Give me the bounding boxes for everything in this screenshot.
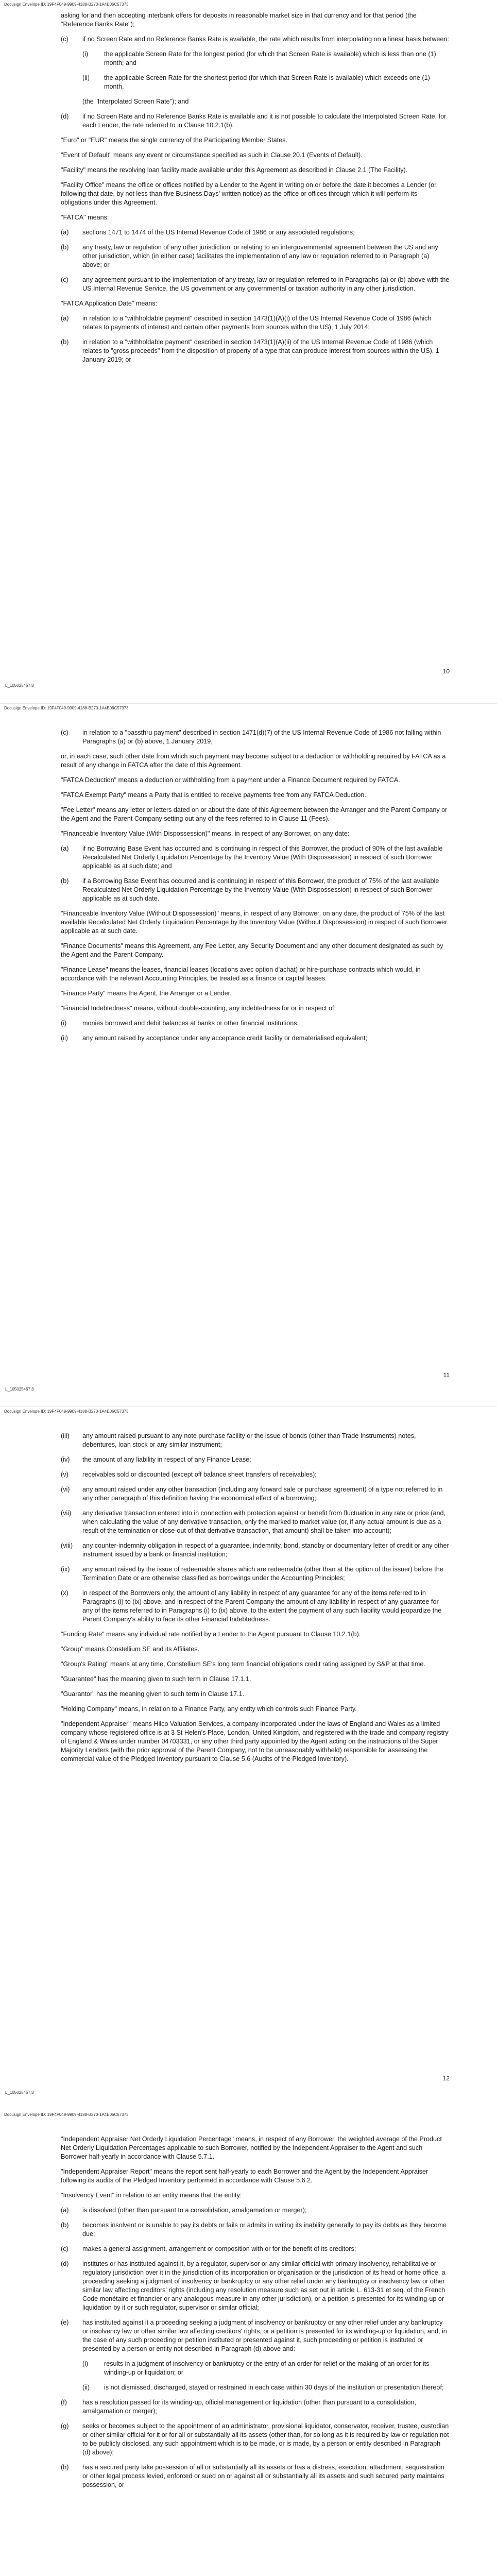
- list-item: [61, 844, 450, 871]
- list-item-number: (a): [61, 845, 69, 852]
- list-item-text: becomes insolvent or is unable to pay its debts or fails or admits in writing its inability generally to pay its debts as they become due;: [82, 2222, 447, 2238]
- list-item: [61, 2422, 450, 2457]
- list-item-text: any agreement pursuant to the implementation of any treaty, law or regulation referred to in Paragraphs (a) or (b) above with the US Internal Revenue Service, the US government or any governmental or taxation authority in any other jurisdiction.: [82, 276, 450, 292]
- list-item-text: the applicable Screen Rate for the longest period (for which that Screen Rate is available) which is less than one (1) month; and: [104, 50, 436, 66]
- page-number: 12: [442, 2075, 450, 2082]
- definition-paragraph: "Holding Company" means, in relation to a Finance Party, any entity which controls such Finance Party.: [61, 1705, 357, 1713]
- page-number: 10: [442, 668, 450, 675]
- definition-paragraph: "Financeable Inventory Value (With Dispossession)" means, in respect of any Borrower, on any date:: [61, 830, 350, 837]
- document-reference: L_105025467.8: [5, 2090, 34, 2095]
- list-item: [61, 276, 450, 293]
- document-reference: L_105025467.8: [5, 683, 34, 688]
- list-item-number: (c): [61, 729, 68, 736]
- definition-paragraph: "Independent Appraiser" means Hilco Valuation Services, a company incorporated under the laws of England and Wales as a limited company whose registered office is at 3 St Helen's Place, London, United Kingdom, and registered with the trade and company registry of England & Wales under number 04703331, or any other third party appointed by the Agent acting on the instructions of the Super Majority Lenders (with the prior approval of the Parent Company, not to be unreasonably withheld) responsible for assessing the commercial value of the Pledged Inventory pursuant to Clause 5.6 (Audits of the Pledged Inventory).: [61, 1720, 449, 1762]
- list-item-text: if no Borrowing Base Event has occurred and is continuing in respect of this Borrower, the product of 90% of the last available Recalculated Net Orderly Liquidation Percentage by the Inventory Value (With Dispossession) in respect of such Borrower applicable as at such date; and: [82, 845, 443, 870]
- page-content: [61, 1432, 450, 1770]
- definition-paragraph: "Insolvency Event" in relation to an entity means that the entity:: [61, 2192, 242, 2199]
- list-item-text: monies borrowed and debit balances at banks or other financial institutions;: [82, 1020, 299, 1027]
- list-item: [61, 243, 450, 269]
- definition-paragraph: "Facility" means the revolving loan facility made available under this Agreement as described in Clause 2.1 (The Facility).: [61, 166, 408, 174]
- list-item-number: (ii): [82, 2384, 90, 2391]
- definition-paragraph: "Guarantor" has the meaning given to such term in Clause 17.1.: [61, 1690, 245, 1698]
- definition-paragraph: "Finance Lease" means the leases, financial leases (locations avec option d'achat) or hire-purchase contracts which would, in accordance with the relevant Accounting Principles, be treated as a finance or capital leases.: [61, 966, 421, 982]
- list-item-number: (b): [61, 244, 69, 251]
- definition-paragraph: "Finance Party" means the Agent, the Arranger or a Lender.: [61, 990, 232, 997]
- definition-paragraph: "Euro" or "EUR" means the single currency of the Participating Member States.: [61, 137, 287, 144]
- list-item-number: (ii): [82, 74, 90, 81]
- list-item: [61, 338, 450, 364]
- sub-list-item: [61, 2383, 450, 2392]
- list-item-text: in respect of the Borrowers only, the amount of any liability in respect of any guarantee for any of the items referred to in Paragraphs (i) to (ix) above, and in respect of the Parent Company the amount of any liability in respect of any guarantee for any of the items referred to in Paragraphs (i) to (ix) above, to the extent the payment of any such liability would jeopardize the Parent Company's ability to face its other Financial Indebtedness.: [82, 1589, 442, 1623]
- list-item-number: (i): [82, 2360, 89, 2367]
- envelope-id: Docusign Envelope ID: 19F4F049-9909-4188-B270-1A4E06C57373: [4, 706, 129, 710]
- definition-paragraph: "Independent Appraiser Report" means the report sent half-yearly to each Borrower and the Agent by the Independent Appraiser following its audits of the Pledged Inventory performed in accordance with Clause 5.6.2.: [61, 2168, 429, 2184]
- list-item-number: (g): [61, 2422, 69, 2430]
- definition-paragraph: or, in each case, such other date from which such payment may become subject to a deduction or withholding required by FATCA as a result of any change in FATCA after the date of this Agreement.: [61, 753, 446, 769]
- envelope-id: Docusign Envelope ID: 19F4F049-9909-4188-B270-1A4E06C57373: [4, 1409, 129, 1414]
- list-item-number: (x): [61, 1589, 68, 1597]
- list-item-text: if a Borrowing Base Event has occurred and is continuing in respect of this Borrower, the product of 75% of the last available Recalculated Net Orderly Liquidation Percentage by the Inventory Value (With Dispossession) in respect of such Borrower applicable as at such date.: [82, 877, 439, 902]
- definition-paragraph: "Event of Default" means any event or circumstance specified as such in Clause 20.1 (Events of Default).: [61, 151, 363, 159]
- list-item-text: in relation to a "withholdable payment" described in section 1473(1)(A)(ii) of the US Internal Revenue Code of 1986 (which relates to "gross proceeds" from the disposition of property of a type that can produce interest from sources within the US), 1 January 2019; or: [82, 338, 439, 363]
- list-item: [61, 2221, 450, 2239]
- page-content: [61, 728, 450, 1049]
- list-item-text: any amount raised pursuant to any note purchase facility or the issue of bonds (other than Trade Instruments) notes, debentures, loan stock or any similar instrument;: [82, 1432, 416, 1448]
- list-item: [61, 2206, 450, 2215]
- list-item-number: (d): [61, 2260, 69, 2267]
- sub-list-item: [61, 74, 450, 91]
- definition-paragraph: "Group" means Constellium SE and its Affiliates.: [61, 1646, 200, 1653]
- list-item-text: any treaty, law or regulation of any other jurisdiction, or relating to an intergovernmental agreement between the US and any other jurisdiction, which (in either case) facilitates the implementation of any law or regulation referred to in Paragraph (a) above; or: [82, 244, 438, 268]
- list-item-text: makes a general assignment, arrangement or composition with or for the benefit of its creditors;: [82, 2245, 356, 2252]
- list-item-number: (iii): [61, 1432, 70, 1439]
- list-item-number: (c): [61, 276, 68, 283]
- list-item-text: institutes or has instituted against it, by a regulator, supervisor or any similar official with primary insolvency, rehabilitative or regulatory jurisdiction over it in the jurisdiction of its incorporation or organisation or the jurisdiction of its head or home office, a proceeding seeking a judgment of insolvency or bankruptcy or any other relief under any bankruptcy or insolvency law or other similar law affecting creditors' rights (including any resolution measure such as set out in article L. 613-31 et seq. of the French Code monétaire et financier or any analogous measure in any other jurisdiction), or a petition is presented for its winding-up or liquidation by it or such regulator, supervisor or similar official;: [82, 2260, 445, 2311]
- list-item-text: is dissolved (other than pursuant to a consolidation, amalgamation or merger);: [82, 2207, 307, 2214]
- definition-paragraph: "Independent Appraiser Net Orderly Liquidation Percentage" means, in respect of any Borrower, the weighted average of the Product Net Orderly Liquidation Percentages applicable to such Borrower, notified by the Independent Appraiser to the Agent and such Borrower half-yearly in accordance with Clause 5.7.1.: [61, 2136, 442, 2160]
- page-content: [61, 2135, 450, 2496]
- list-item-number: (iv): [61, 1456, 70, 1463]
- list-item: [61, 2318, 450, 2353]
- list-item-number: (f): [61, 2399, 67, 2406]
- list-item-number: (h): [61, 2464, 69, 2471]
- envelope-id: Docusign Envelope ID: 19F4F049-9909-4188-B270-1A4E06C57373: [4, 2112, 129, 2117]
- list-item-number: (c): [61, 36, 68, 43]
- definition-paragraph: "Financial Indebtedness" means, without double-counting, any indebtedness for or in respect of:: [61, 1005, 336, 1012]
- list-item: [61, 1589, 450, 1624]
- document-page-12: [0, 1407, 497, 2110]
- definition-paragraph: "FATCA Deduction" means a deduction or withholding from a payment under a Finance Document required by FATCA.: [61, 776, 400, 784]
- list-item-number: (i): [82, 50, 89, 58]
- list-item-text: sections 1471 to 1474 of the US Internal Revenue Code of 1986 or any associated regulations;: [82, 229, 355, 236]
- list-item: [61, 877, 450, 903]
- list-item: [61, 2245, 450, 2253]
- list-item-text: has a secured party take possession of all or substantially all its assets or has a distress, execution, attachment, sequestration or other legal process levied, enforced or sued on or against all or substantially all its assets and such secured party maintains possession, or: [82, 2464, 444, 2488]
- list-item: [61, 1455, 450, 1464]
- list-item-text: any counter-indemnity obligation in respect of a guarantee, indemnity, bond, standby or documentary letter of credit or any other instrument issued by a bank or financial institution;: [82, 1542, 449, 1558]
- list-item: [61, 35, 450, 44]
- page-number: 11: [443, 1371, 450, 1379]
- list-item-text: has instituted against it a proceeding seeking a judgment of insolvency or bankruptcy or any other relief under any bankruptcy or insolvency law or other similar law affecting creditors' rights, or a petition is presented for its winding-up or liquidation, and, in the case of any such proceeding or petition instituted or presented against it, such proceeding or petition is instituted or presented by a person or entity not described in Paragraph (d) above and:: [82, 2319, 447, 2352]
- list-item: [61, 112, 450, 130]
- list-item: [61, 1019, 450, 1028]
- definition-paragraph: "Facility Office" means the office or offices notified by a Lender to the Agent in writing on or before the date it becomes a Lender (or, following that date, by not less than five Business Days' written notice) as the office or offices through which it will perform its obligations under this Agreement.: [61, 181, 438, 206]
- document-page-11: [0, 704, 497, 1406]
- list-item-number: (i): [61, 1020, 67, 1027]
- list-item-text: in relation to a "withholdable payment" described in section 1473(1)(A)(i) of the US Internal Revenue Code of 1986 (which relates to payments of interest and certain other payments from sources within the US), 1 July 2014;: [82, 315, 432, 331]
- list-item: [61, 1509, 450, 1535]
- list-item: [61, 1034, 450, 1043]
- list-item-text: any derivative transaction entered into in connection with protection against or benefit from fluctuation in any rate or price (and, when calculating the value of any derivative transaction, only the marked to market value (or, if any actual amount is due as a result of the termination or close-out of that derivative transaction, that amount) shall be taken into account);: [82, 1510, 445, 1534]
- indented-paragraph: (the "Interpolated Screen Rate"); and: [82, 98, 189, 105]
- definition-paragraph: "FATCA Application Date" means:: [61, 300, 158, 307]
- document-reference: L_105025467.8: [5, 1387, 34, 1392]
- list-item: [61, 314, 450, 332]
- list-item-text: results in a judgment of insolvency or bankruptcy or the entry of an order for relief or the making of an order for its winding-up or liquidation; or: [104, 2360, 430, 2376]
- list-item: [61, 2260, 450, 2312]
- list-item-text: in relation to a "passthru payment" described in section 1471(d)(7) of the US Internal Revenue Code of 1986 not falling within Paragraphs (a) or (b) above, 1 January 2019,: [82, 729, 441, 745]
- list-item: [61, 1541, 450, 1559]
- list-item-number: (a): [61, 2207, 69, 2214]
- list-item-number: (e): [61, 2319, 69, 2326]
- definition-paragraph: "FATCA Exempt Party" means a Party that is entitled to receive payments free from any FATCA Deduction.: [61, 791, 366, 799]
- list-item-number: (d): [61, 113, 69, 120]
- list-item-text: the applicable Screen Rate for the shortest period (for which that Screen Rate is available) which exceeds one (1) month,: [104, 74, 430, 90]
- list-item-number: (b): [61, 338, 69, 346]
- document-page-13: [0, 2110, 497, 2576]
- list-item-text: is not dismissed, discharged, stayed or restrained in each case within 30 days of the institution or presentation thereof;: [104, 2384, 444, 2391]
- definition-paragraph: "FATCA" means:: [61, 214, 109, 221]
- list-item: [61, 1565, 450, 1583]
- list-item-number: (viii): [61, 1542, 73, 1549]
- definition-paragraph: "Financeable Inventory Value (Without Dispossession)" means, in respect of any Borrower, on any date, the product of 75% of the last available Recalculated Net Orderly Liquidation Percentage by the Inventory Value (Without Dispossession) in respect of such Borrower applicable as at such date.: [61, 910, 448, 935]
- definition-paragraph: "Fee Letter" means any letter or letters dated on or about the date of this Agreement between the Arranger and the Parent Company or the Agent and the Parent Company setting out any of the fees referred to in Clause 11 (Fees).: [61, 806, 448, 822]
- list-item-text: has a resolution passed for its winding-up, official management or liquidation (other than pursuant to a consolidation, amalgamation or merger);: [82, 2399, 417, 2415]
- list-item-text: if no Screen Rate and no Reference Banks Rate is available, the rate which results from interpolating on a linear basis between:: [82, 36, 449, 43]
- list-item-number: (vii): [61, 1510, 72, 1517]
- list-item-number: (vi): [61, 1486, 70, 1493]
- list-item-text: the amount of any liability in respect of any Finance Lease;: [82, 1456, 251, 1463]
- document-page-10: [0, 0, 497, 703]
- list-item: [61, 228, 450, 237]
- list-item-number: (a): [61, 315, 69, 322]
- list-item: [61, 2463, 450, 2489]
- sub-list-item: [61, 2360, 450, 2377]
- definition-paragraph: "Funding Rate" means any individual rate notified by a Lender to the Agent pursuant to Clause 10.2.1(b).: [61, 1631, 361, 1638]
- list-item: [61, 1470, 450, 1479]
- definition-paragraph: "Finance Documents" means this Agreement, any Fee Letter, any Security Document and any other document designated as such by the Agent and the Parent Company.: [61, 942, 443, 958]
- list-item-number: (v): [61, 1471, 68, 1478]
- definition-paragraph: "Group's Rating" means at any time, Constellium SE's long term financial obligations credit rating assigned by S&P at that time.: [61, 1660, 425, 1668]
- definition-paragraph: asking for and then accepting interbank offers for deposits in reasonable market size in that currency and for that period (the "Reference Banks Rate");: [61, 12, 417, 28]
- list-item: [61, 728, 450, 746]
- list-item-text: if no Screen Rate and no Reference Banks Rate is available and it is not possible to calculate the Interpolated Screen Rate, for each Lender, the rate referred to in Clause 10.2.1(b).: [82, 113, 447, 129]
- sub-list-item: [61, 50, 450, 67]
- list-item-text: seeks or becomes subject to the appointment of an administrator, provisional liquidator, conservator, receiver, trustee, custodian or other similar official for it or for all or substantially all its assets (other than, for so long as it is required by law or regulation not to be publicly disclosed, any such appointment which is to be made, or is made, by a person or entity described in Paragraph (d) above);: [82, 2422, 449, 2456]
- definition-paragraph: "Guarantee" has the meaning given to such term in Clause 17.1.1.: [61, 1675, 251, 1683]
- list-item-text: any amount raised by acceptance under any acceptance credit facility or dematerialised equivalent;: [82, 1035, 368, 1042]
- list-item-text: receivables sold or discounted (except off balance sheet transfers of receivables);: [82, 1471, 317, 1478]
- list-item-number: (c): [61, 2245, 68, 2252]
- list-item-number: (b): [61, 877, 69, 885]
- list-item-number: (ix): [61, 1566, 70, 1573]
- list-item-number: (b): [61, 2222, 69, 2229]
- page-content: [61, 11, 450, 370]
- list-item-number: (ii): [61, 1035, 68, 1042]
- list-item: [61, 2398, 450, 2416]
- list-item-text: any amount raised under any other transaction (including any forward sale or purchase agreement) of a type not referred to in any other paragraph of this definition having the economical effect of a borrowing;: [82, 1486, 443, 1502]
- list-item-number: (a): [61, 229, 69, 236]
- list-item-text: any amount raised by the issue of redeemable shares which are redeemable (other than at the option of the issuer) before the Termination Date or are otherwise classified as borrowings under the Accounting Principles;: [82, 1566, 443, 1582]
- list-item: [61, 1432, 450, 1449]
- envelope-id: Docusign Envelope ID: 19F4F049-9909-4188-B270-1A4E06C57373: [4, 2, 129, 7]
- list-item: [61, 1485, 450, 1503]
